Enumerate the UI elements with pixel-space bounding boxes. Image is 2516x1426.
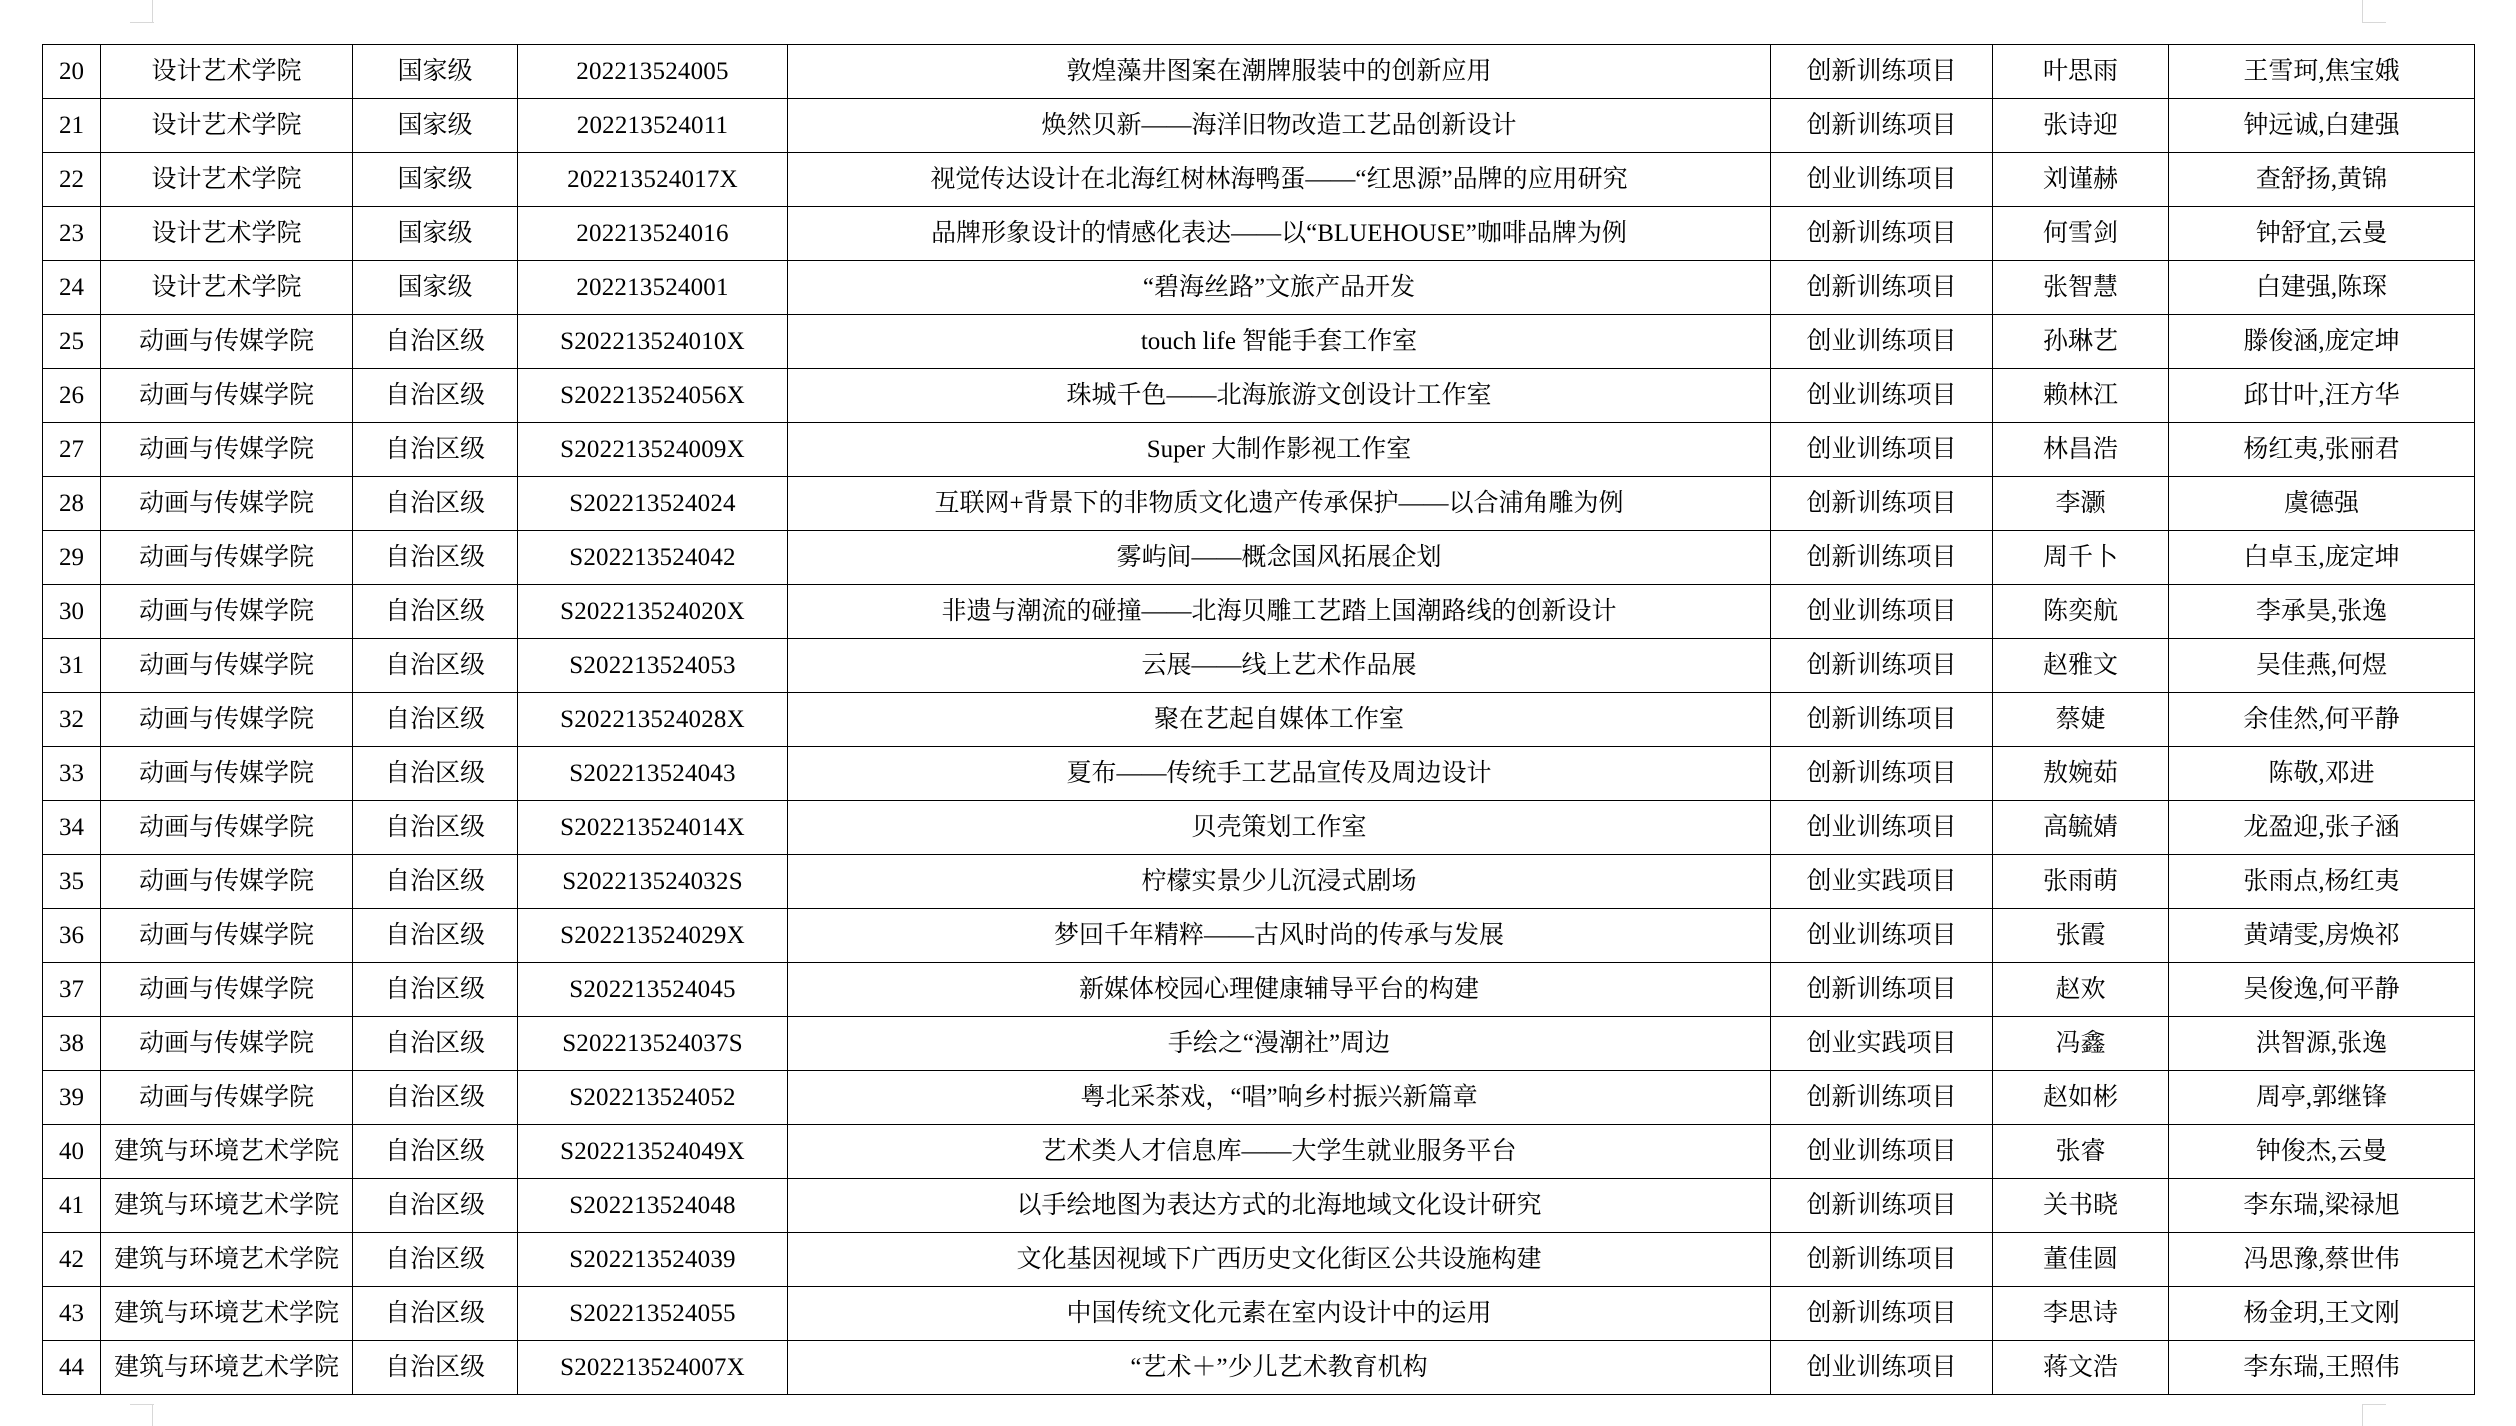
cell-type: 创业实践项目	[1771, 1017, 1993, 1071]
crop-guide-top-left-vertical	[152, 0, 153, 22]
cell-college: 设计艺术学院	[101, 99, 353, 153]
table-row	[43, 153, 2475, 207]
cell-members: 王雪珂,焦宝娥	[2169, 45, 2475, 99]
cell-code: S202213524014X	[518, 801, 788, 855]
cell-code: S202213524039	[518, 1233, 788, 1287]
cell-college: 建筑与环境艺术学院	[101, 1233, 353, 1287]
cell-members: 查舒扬,黄锦	[2169, 153, 2475, 207]
cell-level: 国家级	[353, 153, 518, 207]
cell-college: 设计艺术学院	[101, 153, 353, 207]
cell-college: 动画与传媒学院	[101, 693, 353, 747]
cell-members: 洪智源,张逸	[2169, 1017, 2475, 1071]
cell-code: S202213524048	[518, 1179, 788, 1233]
cell-code: S202213524045	[518, 963, 788, 1017]
cell-members: 李承昊,张逸	[2169, 585, 2475, 639]
cell-title: 手绘之“漫潮社”周边	[788, 1017, 1771, 1071]
cell-title: 贝壳策划工作室	[788, 801, 1771, 855]
cell-title: 聚在艺起自媒体工作室	[788, 693, 1771, 747]
cell-no: 35	[43, 855, 101, 909]
cell-leader: 张智慧	[1993, 261, 2169, 315]
cell-code: S202213524029X	[518, 909, 788, 963]
table-row	[43, 963, 2475, 1017]
cell-leader: 张诗迎	[1993, 99, 2169, 153]
cell-members: 钟舒宜,云曼	[2169, 207, 2475, 261]
cell-title: 中国传统文化元素在室内设计中的运用	[788, 1287, 1771, 1341]
cell-type: 创业训练项目	[1771, 801, 1993, 855]
cell-title: 艺术类人才信息库——大学生就业服务平台	[788, 1125, 1771, 1179]
cell-level: 国家级	[353, 207, 518, 261]
cell-type: 创新训练项目	[1771, 261, 1993, 315]
cell-level: 自治区级	[353, 639, 518, 693]
cell-no: 27	[43, 423, 101, 477]
cell-college: 设计艺术学院	[101, 207, 353, 261]
cell-college: 动画与传媒学院	[101, 369, 353, 423]
cell-leader: 赵如彬	[1993, 1071, 2169, 1125]
cell-level: 自治区级	[353, 747, 518, 801]
cell-members: 龙盈迎,张子涵	[2169, 801, 2475, 855]
cell-type: 创新训练项目	[1771, 693, 1993, 747]
cell-code: S202213524055	[518, 1287, 788, 1341]
cell-type: 创新训练项目	[1771, 531, 1993, 585]
table-row	[43, 315, 2475, 369]
cell-code: 202213524001	[518, 261, 788, 315]
table-row	[43, 1341, 2475, 1395]
cell-level: 国家级	[353, 261, 518, 315]
cell-members: 周亭,郭继锋	[2169, 1071, 2475, 1125]
cell-code: S202213524032S	[518, 855, 788, 909]
cell-college: 动画与传媒学院	[101, 639, 353, 693]
cell-type: 创业训练项目	[1771, 369, 1993, 423]
cell-level: 自治区级	[353, 1179, 518, 1233]
table-row	[43, 99, 2475, 153]
crop-guide-top-left-horizontal	[130, 22, 154, 23]
cell-college: 动画与传媒学院	[101, 855, 353, 909]
crop-guide-top-right-vertical	[2362, 0, 2363, 22]
cell-type: 创业训练项目	[1771, 1341, 1993, 1395]
cell-level: 自治区级	[353, 585, 518, 639]
cell-no: 38	[43, 1017, 101, 1071]
cell-level: 自治区级	[353, 531, 518, 585]
cell-college: 动画与传媒学院	[101, 909, 353, 963]
cell-level: 自治区级	[353, 855, 518, 909]
cell-college: 动画与传媒学院	[101, 585, 353, 639]
cell-type: 创业训练项目	[1771, 1125, 1993, 1179]
cell-type: 创新训练项目	[1771, 1287, 1993, 1341]
cell-leader: 蔡婕	[1993, 693, 2169, 747]
cell-level: 国家级	[353, 99, 518, 153]
cell-type: 创新训练项目	[1771, 99, 1993, 153]
cell-members: 李东瑞,梁禄旭	[2169, 1179, 2475, 1233]
table-row	[43, 747, 2475, 801]
table-row	[43, 423, 2475, 477]
cell-no: 26	[43, 369, 101, 423]
cell-type: 创业训练项目	[1771, 909, 1993, 963]
cell-title: Super 大制作影视工作室	[788, 423, 1771, 477]
cell-type: 创新训练项目	[1771, 1071, 1993, 1125]
cell-members: 陈敬,邓进	[2169, 747, 2475, 801]
cell-type: 创新训练项目	[1771, 1233, 1993, 1287]
cell-no: 44	[43, 1341, 101, 1395]
cell-no: 31	[43, 639, 101, 693]
project-table-body	[43, 45, 2475, 1395]
cell-college: 建筑与环境艺术学院	[101, 1287, 353, 1341]
cell-college: 动画与传媒学院	[101, 801, 353, 855]
cell-level: 自治区级	[353, 1071, 518, 1125]
cell-college: 动画与传媒学院	[101, 1071, 353, 1125]
cell-college: 建筑与环境艺术学院	[101, 1125, 353, 1179]
cell-code: S202213524020X	[518, 585, 788, 639]
cell-leader: 周千卜	[1993, 531, 2169, 585]
cell-leader: 李灏	[1993, 477, 2169, 531]
cell-level: 自治区级	[353, 1233, 518, 1287]
cell-level: 自治区级	[353, 1287, 518, 1341]
cell-college: 动画与传媒学院	[101, 315, 353, 369]
cell-code: S202213524010X	[518, 315, 788, 369]
cell-code: 202213524017X	[518, 153, 788, 207]
cell-type: 创新训练项目	[1771, 45, 1993, 99]
cell-leader: 张睿	[1993, 1125, 2169, 1179]
cell-no: 25	[43, 315, 101, 369]
cell-level: 自治区级	[353, 315, 518, 369]
cell-leader: 高毓婧	[1993, 801, 2169, 855]
cell-title: 新媒体校园心理健康辅导平台的构建	[788, 963, 1771, 1017]
cell-code: S202213524037S	[518, 1017, 788, 1071]
cell-level: 自治区级	[353, 801, 518, 855]
cell-code: 202213524016	[518, 207, 788, 261]
cell-college: 建筑与环境艺术学院	[101, 1341, 353, 1395]
table-row	[43, 693, 2475, 747]
cell-college: 设计艺术学院	[101, 45, 353, 99]
cell-title: 以手绘地图为表达方式的北海地域文化设计研究	[788, 1179, 1771, 1233]
cell-level: 自治区级	[353, 963, 518, 1017]
cell-members: 吴俊逸,何平静	[2169, 963, 2475, 1017]
cell-members: 滕俊涵,庞定坤	[2169, 315, 2475, 369]
cell-type: 创新训练项目	[1771, 639, 1993, 693]
cell-members: 白卓玉,庞定坤	[2169, 531, 2475, 585]
cell-members: 虞德强	[2169, 477, 2475, 531]
cell-leader: 赵欢	[1993, 963, 2169, 1017]
cell-no: 23	[43, 207, 101, 261]
cell-no: 42	[43, 1233, 101, 1287]
cell-leader: 董佳圆	[1993, 1233, 2169, 1287]
cell-no: 22	[43, 153, 101, 207]
cell-title: 夏布——传统手工艺品宣传及周边设计	[788, 747, 1771, 801]
cell-leader: 赖林江	[1993, 369, 2169, 423]
cell-title: 品牌形象设计的情感化表达——以“BLUEHOUSE”咖啡品牌为例	[788, 207, 1771, 261]
cell-title: 雾屿间——概念国风拓展企划	[788, 531, 1771, 585]
cell-leader: 赵雅文	[1993, 639, 2169, 693]
crop-guide-bottom-left-horizontal	[130, 1404, 154, 1405]
cell-no: 29	[43, 531, 101, 585]
table-row	[43, 261, 2475, 315]
project-table	[42, 44, 2475, 1395]
cell-type: 创新训练项目	[1771, 1179, 1993, 1233]
cell-code: S202213524043	[518, 747, 788, 801]
table-row	[43, 639, 2475, 693]
cell-title: touch life 智能手套工作室	[788, 315, 1771, 369]
cell-no: 24	[43, 261, 101, 315]
cell-type: 创新训练项目	[1771, 207, 1993, 261]
cell-code: S202213524056X	[518, 369, 788, 423]
table-row	[43, 45, 2475, 99]
cell-code: 202213524005	[518, 45, 788, 99]
cell-college: 建筑与环境艺术学院	[101, 1179, 353, 1233]
cell-title: 珠城千色——北海旅游文创设计工作室	[788, 369, 1771, 423]
cell-code: S202213524009X	[518, 423, 788, 477]
table-row	[43, 585, 2475, 639]
cell-members: 邱廿叶,汪方华	[2169, 369, 2475, 423]
cell-no: 33	[43, 747, 101, 801]
cell-college: 动画与传媒学院	[101, 747, 353, 801]
cell-level: 自治区级	[353, 909, 518, 963]
cell-title: “艺术＋”少儿艺术教育机构	[788, 1341, 1771, 1395]
cell-members: 白建强,陈琛	[2169, 261, 2475, 315]
table-row	[43, 855, 2475, 909]
cell-no: 43	[43, 1287, 101, 1341]
cell-leader: 关书晓	[1993, 1179, 2169, 1233]
crop-guide-bottom-right-vertical	[2362, 1404, 2363, 1426]
table-row	[43, 207, 2475, 261]
cell-type: 创业训练项目	[1771, 585, 1993, 639]
cell-title: 视觉传达设计在北海红树林海鸭蛋——“红思源”品牌的应用研究	[788, 153, 1771, 207]
cell-title: 互联网+背景下的非物质文化遗产传承保护——以合浦角雕为例	[788, 477, 1771, 531]
cell-leader: 叶思雨	[1993, 45, 2169, 99]
cell-leader: 林昌浩	[1993, 423, 2169, 477]
cell-members: 吴佳燕,何煜	[2169, 639, 2475, 693]
table-row	[43, 909, 2475, 963]
cell-title: 柠檬实景少儿沉浸式剧场	[788, 855, 1771, 909]
cell-no: 39	[43, 1071, 101, 1125]
cell-title: 焕然贝新——海洋旧物改造工艺品创新设计	[788, 99, 1771, 153]
cell-code: S202213524042	[518, 531, 788, 585]
cell-title: 文化基因视域下广西历史文化街区公共设施构建	[788, 1233, 1771, 1287]
cell-code: S202213524028X	[518, 693, 788, 747]
cell-no: 41	[43, 1179, 101, 1233]
table-row	[43, 1179, 2475, 1233]
cell-members: 黄靖雯,房焕祁	[2169, 909, 2475, 963]
cell-no: 32	[43, 693, 101, 747]
cell-level: 自治区级	[353, 1017, 518, 1071]
cell-code: S202213524049X	[518, 1125, 788, 1179]
cell-no: 40	[43, 1125, 101, 1179]
cell-leader: 刘谨赫	[1993, 153, 2169, 207]
cell-level: 国家级	[353, 45, 518, 99]
cell-title: 粤北采茶戏，“唱”响乡村振兴新篇章	[788, 1071, 1771, 1125]
cell-leader: 陈奕航	[1993, 585, 2169, 639]
cell-leader: 李思诗	[1993, 1287, 2169, 1341]
cell-leader: 张雨萌	[1993, 855, 2169, 909]
project-table-container	[42, 44, 2474, 1395]
cell-members: 张雨点,杨红夷	[2169, 855, 2475, 909]
cell-type: 创新训练项目	[1771, 963, 1993, 1017]
cell-members: 钟远诚,白建强	[2169, 99, 2475, 153]
table-row	[43, 1287, 2475, 1341]
cell-level: 自治区级	[353, 369, 518, 423]
cell-college: 动画与传媒学院	[101, 531, 353, 585]
cell-title: 非遗与潮流的碰撞——北海贝雕工艺踏上国潮路线的创新设计	[788, 585, 1771, 639]
table-row	[43, 531, 2475, 585]
cell-college: 动画与传媒学院	[101, 963, 353, 1017]
table-row	[43, 801, 2475, 855]
cell-level: 自治区级	[353, 477, 518, 531]
cell-members: 钟俊杰,云曼	[2169, 1125, 2475, 1179]
cell-level: 自治区级	[353, 423, 518, 477]
cell-college: 设计艺术学院	[101, 261, 353, 315]
cell-code: S202213524052	[518, 1071, 788, 1125]
cell-college: 动画与传媒学院	[101, 423, 353, 477]
cell-members: 余佳然,何平静	[2169, 693, 2475, 747]
cell-no: 36	[43, 909, 101, 963]
cell-members: 杨红夷,张丽君	[2169, 423, 2475, 477]
cell-no: 20	[43, 45, 101, 99]
cell-code: S202213524053	[518, 639, 788, 693]
cell-code: S202213524024	[518, 477, 788, 531]
cell-code: 202213524011	[518, 99, 788, 153]
cell-title: 敦煌藻井图案在潮牌服装中的创新应用	[788, 45, 1771, 99]
cell-leader: 何雪剑	[1993, 207, 2169, 261]
cell-members: 李东瑞,王照伟	[2169, 1341, 2475, 1395]
table-row	[43, 1233, 2475, 1287]
cell-type: 创新训练项目	[1771, 477, 1993, 531]
cell-no: 21	[43, 99, 101, 153]
table-row	[43, 1125, 2475, 1179]
cell-type: 创业训练项目	[1771, 315, 1993, 369]
cell-no: 37	[43, 963, 101, 1017]
table-row	[43, 1017, 2475, 1071]
cell-level: 自治区级	[353, 1125, 518, 1179]
cell-title: 云展——线上艺术作品展	[788, 639, 1771, 693]
cell-type: 创业训练项目	[1771, 423, 1993, 477]
cell-leader: 敖婉茹	[1993, 747, 2169, 801]
cell-type: 创业实践项目	[1771, 855, 1993, 909]
crop-guide-top-right-horizontal	[2362, 22, 2386, 23]
crop-guide-bottom-right-horizontal	[2362, 1404, 2386, 1405]
table-row	[43, 369, 2475, 423]
cell-type: 创业训练项目	[1771, 153, 1993, 207]
crop-guide-bottom-left-vertical	[152, 1404, 153, 1426]
cell-members: 冯思豫,蔡世伟	[2169, 1233, 2475, 1287]
cell-level: 自治区级	[353, 1341, 518, 1395]
cell-college: 动画与传媒学院	[101, 477, 353, 531]
cell-title: 梦回千年精粹——古风时尚的传承与发展	[788, 909, 1771, 963]
cell-type: 创新训练项目	[1771, 747, 1993, 801]
cell-no: 30	[43, 585, 101, 639]
cell-code: S202213524007X	[518, 1341, 788, 1395]
cell-college: 动画与传媒学院	[101, 1017, 353, 1071]
cell-no: 28	[43, 477, 101, 531]
table-row	[43, 1071, 2475, 1125]
cell-members: 杨金玥,王文刚	[2169, 1287, 2475, 1341]
cell-no: 34	[43, 801, 101, 855]
cell-leader: 冯鑫	[1993, 1017, 2169, 1071]
cell-leader: 张霞	[1993, 909, 2169, 963]
cell-leader: 孙琳艺	[1993, 315, 2169, 369]
cell-level: 自治区级	[353, 693, 518, 747]
table-row	[43, 477, 2475, 531]
cell-leader: 蒋文浩	[1993, 1341, 2169, 1395]
cell-title: “碧海丝路”文旅产品开发	[788, 261, 1771, 315]
